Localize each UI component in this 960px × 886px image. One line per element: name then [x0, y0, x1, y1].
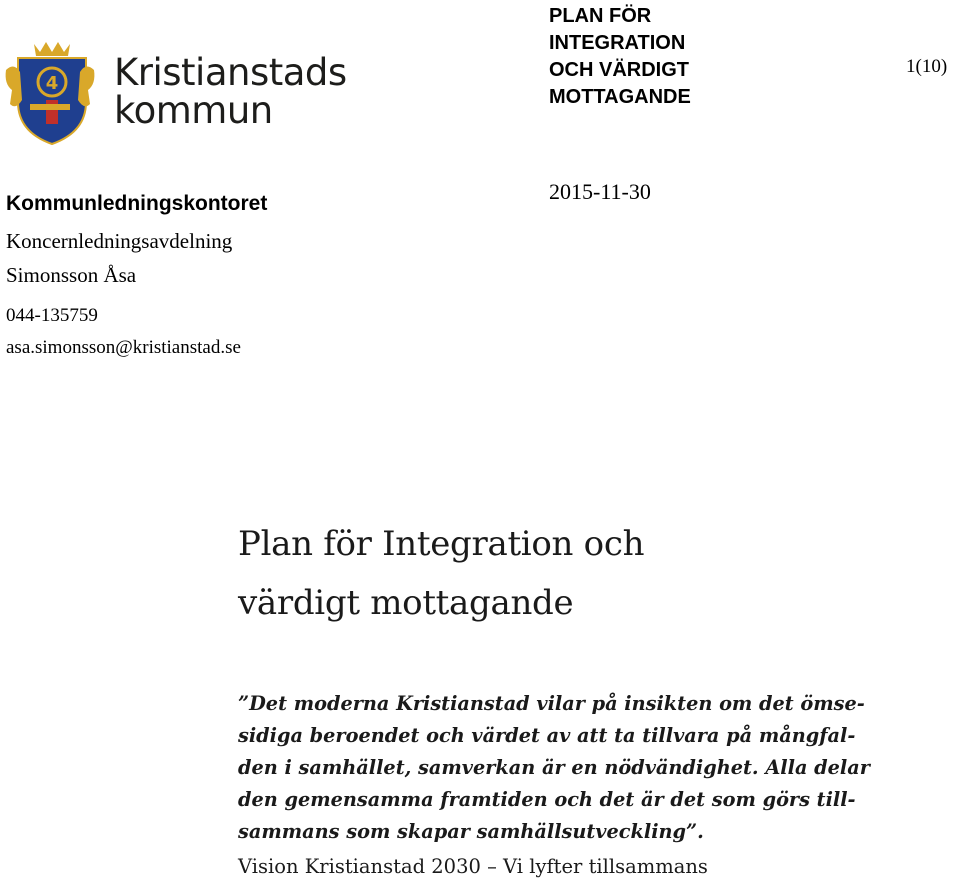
quote-line: ”Det moderna Kristianstad vilar på insikten om det ömse- [238, 692, 865, 715]
coat-of-arms-icon [4, 40, 96, 146]
quote-line: sidiga beroendet och värdet av att ta tillvara på mångfal- [238, 724, 856, 747]
quote-line: den gemensamma framtiden och det är det som görs till- [238, 788, 856, 811]
logo-text-line2: kommun [114, 89, 273, 132]
svg-text:4: 4 [45, 73, 59, 94]
vision-quote [238, 688, 870, 848]
header-title-line: OCH VÄRDIGT [549, 59, 689, 81]
sender-phone: 044-135759 [6, 305, 98, 326]
municipality-logo [4, 38, 347, 150]
sender-office: Kommunledningskontoret [6, 192, 268, 215]
vision-statement: Vision Kristianstad 2030 – Vi lyfter tillsammans [238, 855, 708, 878]
main-title [238, 515, 798, 633]
logo-text-line1: Kristianstads [114, 51, 347, 94]
header-title-line: MOTTAGANDE [549, 86, 691, 108]
quote-line: sammans som skapar samhällsutveckling”. [238, 820, 704, 843]
header-title-line: PLAN FÖR INTEGRATION [549, 5, 686, 54]
page-number: 1(10) [906, 56, 948, 77]
quote-line: den i samhället, samverkan är en nödvändighet. Alla delar [238, 756, 870, 779]
document-date: 2015-11-30 [549, 179, 651, 204]
sender-email: asa.simonsson@kristianstad.se [6, 337, 241, 358]
main-title-line: värdigt mottagande [238, 583, 574, 623]
sender-name: Simonsson Åsa [6, 263, 137, 287]
sender-department: Koncernledningsavdelning [6, 229, 233, 253]
document-title-header [549, 3, 749, 111]
main-title-line: Plan för Integration och [238, 524, 645, 564]
